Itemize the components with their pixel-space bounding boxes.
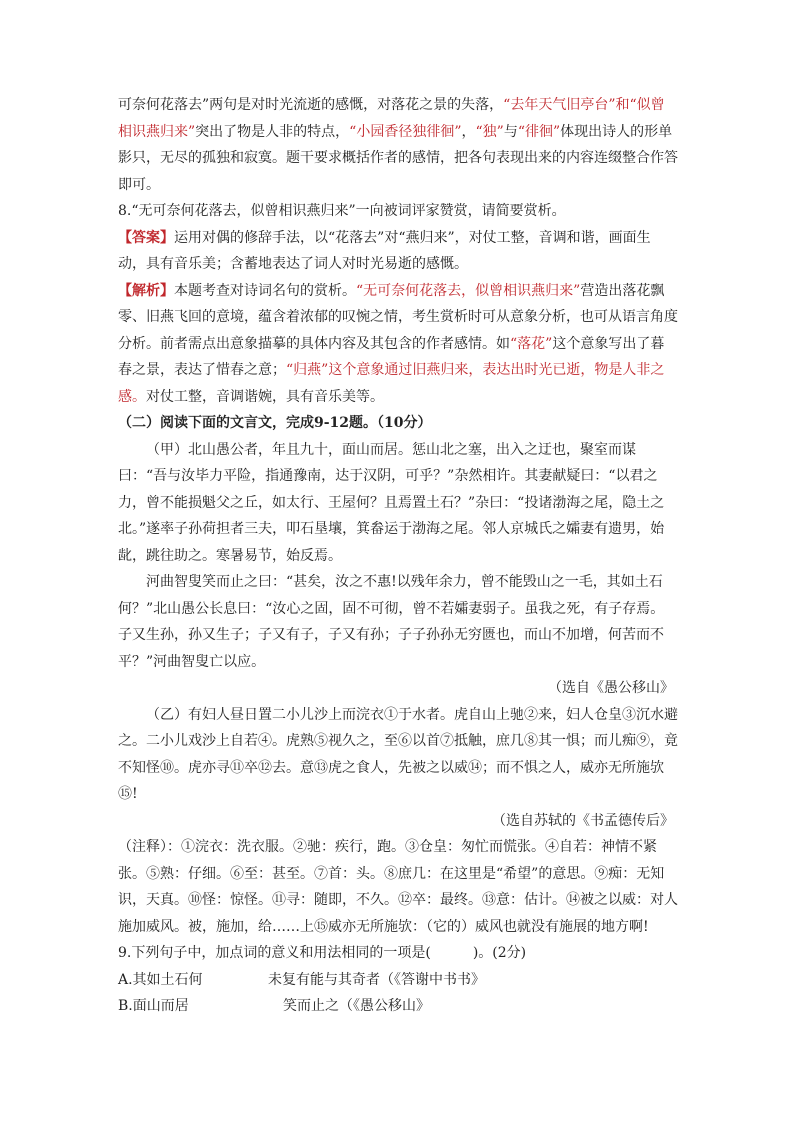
analysis-text: 可奈何花落去”两句是对时光流逝的感慨，对落花之景的失落， — [118, 97, 504, 113]
question-9: 9.下列句子中，加点词的意义和用法相同的一项是( )。(2分) — [118, 945, 527, 961]
quote-highlight: “归燕”这个意象通过旧燕归来，表达出时光已逝，物是人非之感。 — [118, 362, 665, 405]
option-b-left: B.面山而居 — [118, 998, 189, 1014]
analysis-text: 对仗工整，音调谐婉，具有音乐美等。 — [146, 388, 384, 405]
text-a-paragraph-1: （甲）北山愚公者，年且九十，面山而居。惩山北之塞，出入之迂也，聚室而谋曰：“吾与汝毕力平险，指通豫南，达于汉阴，可乎？”杂然相许。其妻献疑曰：“以君之力，曾不能损魁父之丘，如太行、王屋何？且焉置土石？”杂曰：“投诸渤海之尾，隐土之北。”遂率子孙荷担者三夫，叩石垦壤，箕畚运于渤海之尾。邻人京城氏之孀妻有遗男，始龀，跳往助之。寒暑易节，始反焉。 — [118, 441, 665, 564]
analysis-text: ， — [461, 123, 476, 140]
option-a-left: A.其如土石何 — [118, 971, 203, 988]
analysis-continued — [118, 92, 678, 198]
document-content — [118, 92, 678, 1020]
answer-tag: 【答案】 — [118, 229, 174, 246]
section-heading: （二）阅读下面的文言文，完成9-12题。（10分） — [118, 415, 432, 431]
quote-highlight: “无可奈何花落去，似曾相识燕归来” — [356, 282, 581, 299]
option-b-right: 笑而止之（《愚公移山》 — [283, 998, 430, 1014]
option-a-right: 未复有能与其奇者（《答谢中书书》 — [268, 971, 485, 988]
quote-highlight: “独” — [475, 123, 504, 140]
text-b-source: （选自苏轼的《书孟德传后》 — [492, 812, 674, 829]
analysis-text: 体现出诗人的形单影只，无尽的孤独和寂寞。题干要求概括作者的感情，把各句表现出来的内容连缀整合作答即可。 — [118, 123, 678, 193]
analysis-text: 与 — [503, 123, 518, 140]
quote-highlight: “落花” — [510, 335, 553, 352]
analysis-text: 本题考查对诗词名句的赏析。 — [174, 282, 356, 299]
quote-highlight: “徘徊” — [517, 123, 561, 140]
quote-highlight: “小园香径独徘徊” — [349, 123, 462, 140]
annotations: （注释）：①浣衣：洗衣服。②驰：疾行，跑。③仓皇：匆忙而慌张。④自若：神情不紧张。⑤熟：仔细。⑥至：甚至。⑦首：头。⑧庶几：在这里是“希望”的意思。⑨痴：无知识，天真。⑩怪：惊怪。⑪寻：随即，不久。⑫卒：最终。⑬意：估计。⑭被之以威：对人施加威风。被，施加，给……上⑮威亦无所施欤：（它的）威风也就没有施展的地方啊! — [118, 839, 678, 935]
answer-text: 运用对偶的修辞手法，以“花落去”对“燕归来”，对仗工整，音调和谐，画面生动，具有音乐美；含蓄地表达了词人对时光易逝的感慨。 — [118, 229, 651, 272]
option-a — [118, 967, 678, 994]
text-a-source: （选自《愚公移山》 — [548, 680, 674, 696]
answer-8 — [118, 225, 678, 278]
option-b — [118, 993, 678, 1020]
analysis-tag: 【解析】 — [118, 282, 174, 299]
text-b-paragraph: （乙）有妇人昼日置二小儿沙上而浣衣①于水者。虎自山上驰②来，妇人仓皇③沉水避之。二小儿戏沙上自若④。虎熟⑤视久之，至⑥以首⑦抵触，庶几⑧其一惧；而儿痴⑨，竟不知怪⑩。虎亦寻⑪卒⑫去。意⑬虎之食人，先被之以威⑭；而不惧之人，威亦无所施欤⑮! — [118, 706, 678, 802]
analysis-text: 这个意象写出了暮春之景，表达了惜春之意； — [118, 335, 665, 378]
analysis-text: 突出了物是人非的特点， — [195, 123, 350, 140]
analysis-8 — [118, 278, 678, 411]
quote-highlight: “去年天气旧亭台”和“似曾相识燕归来” — [118, 97, 665, 140]
analysis-text: 营造出落花飘零、旧燕飞回的意境，蕴含着浓郁的叹惋之情，考生赏析时可从意象分析，也可从语言角度分析。前者需点出意象描摹的具体内容及其包含的作者感情。如 — [118, 282, 678, 352]
text-a-paragraph-2: 河曲智叟笑而止之曰：“甚矣，汝之不惠!以残年余力，曾不能毁山之一毛，其如土石何？”北山愚公长息曰：“汝心之固，固不可彻，曾不若孀妻弱子。虽我之死，有子存焉。子又生孙，孙又生子；子又有子，子又有孙；子子孙孙无穷匮也，而山不加增，何苦而不平？”河曲智叟亡以应。 — [118, 574, 665, 670]
question-8: 8.“无可奈何花落去，似曾相识燕归来”一向被词评家赞赏，请简要赏析。 — [118, 203, 566, 219]
